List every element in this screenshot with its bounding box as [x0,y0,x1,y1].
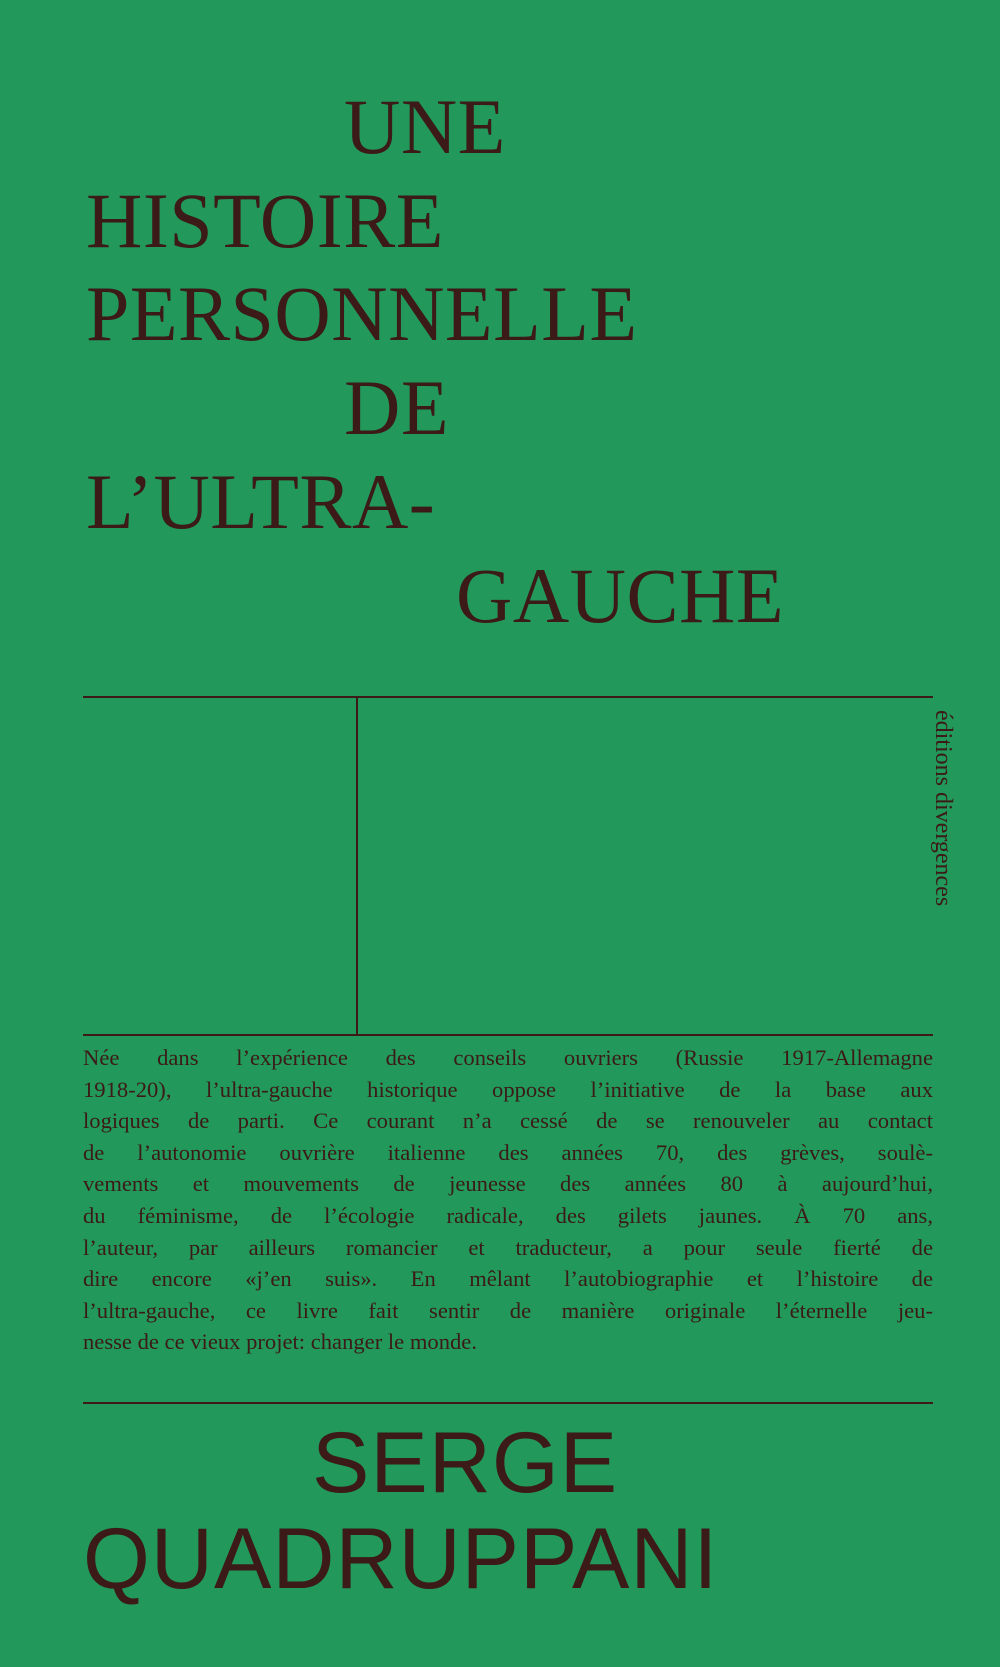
title-line-5: L’ULTRA- [86,458,436,545]
blurb-line: Née dans l’expérience des conseils ouvriers (Russie 1917-Allemagne [83,1045,933,1070]
vertical-rule [356,697,358,1035]
title-line-6: GAUCHE [456,552,784,639]
title-line-4: DE [344,364,449,451]
title-line-1: UNE [344,83,506,170]
blurb-line: 1918-20), l’ultra-gauche historique oppose l’initiative de la base aux [83,1076,933,1102]
blurb-line: l’ultra-gauche, ce livre fait sentir de manière originale l’éternelle jeu- [83,1297,933,1323]
rule-under-title [83,696,933,698]
blurb-line: dire encore «j’en suis». En mêlant l’autobiographie et l’histoire de [83,1266,933,1292]
blurb-line: logiques de parti. Ce courant n’a cessé de se renouveler au contact [83,1108,933,1134]
blurb-line: vements et mouvements de jeunesse des années 80 à aujourd’hui, [83,1171,933,1197]
rule-above-author [83,1402,933,1404]
author-last-name: QUADRUPPANI [83,1511,719,1607]
author-first-name: SERGE [312,1415,619,1511]
title-line-2: HISTOIRE [86,177,444,264]
blurb-line: nesse de ce vieux projet: changer le monde. [83,1329,477,1355]
blurb [83,1042,933,1358]
rule-above-blurb [83,1034,933,1036]
blurb-line: de l’autonomie ouvrière italienne des années 70, des grèves, soulè- [83,1139,933,1165]
blurb-line: du féminisme, de l’écologie radicale, des gilets jaunes. À 70 ans, [83,1202,933,1228]
title-line-3: PERSONNELLE [86,270,638,357]
publisher-name: éditions divergences [930,710,956,907]
blurb-line: l’auteur, par ailleurs romancier et traducteur, a pour seule fierté de [83,1234,933,1260]
